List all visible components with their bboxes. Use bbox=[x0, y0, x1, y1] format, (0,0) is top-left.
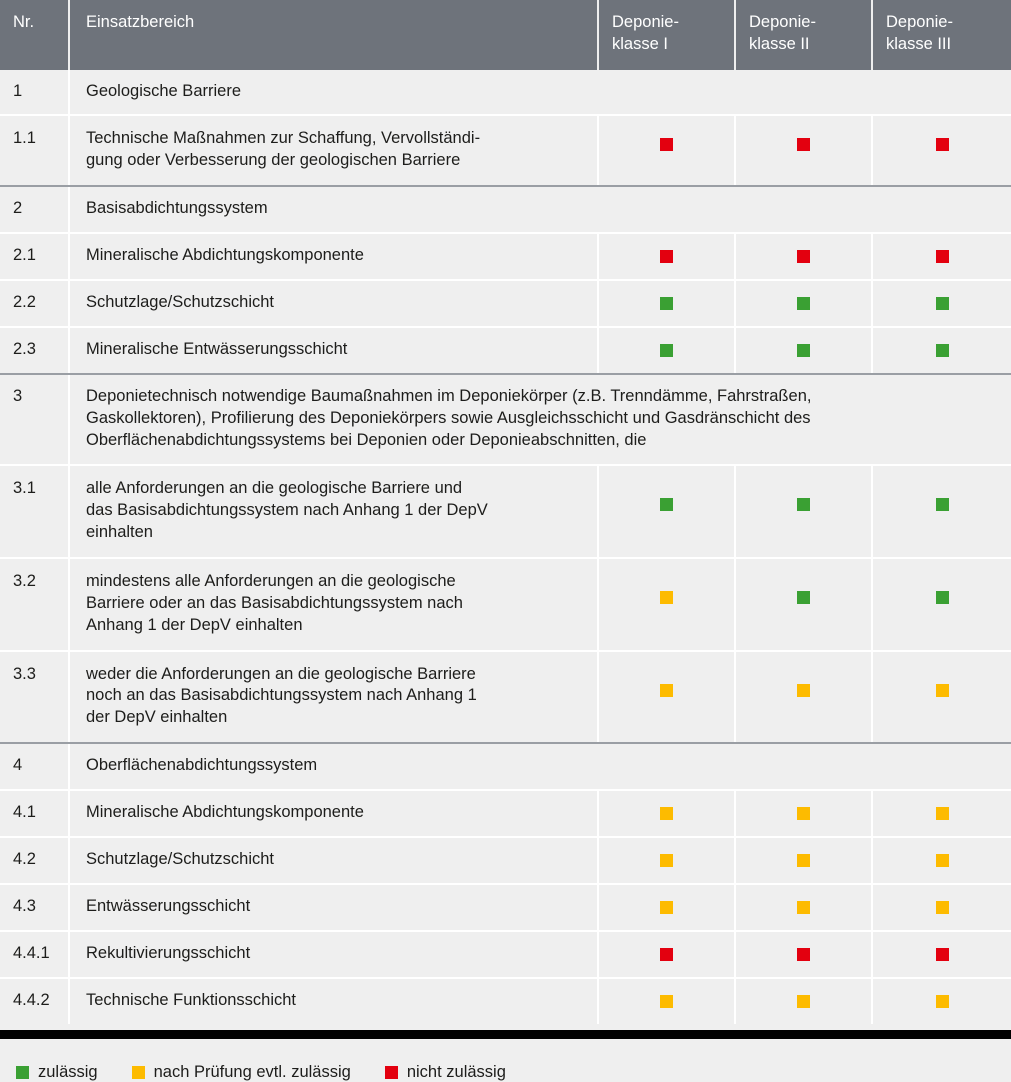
status-cell-dk1 bbox=[598, 465, 735, 558]
status-square-green-icon bbox=[660, 297, 673, 310]
status-marker-wrap bbox=[612, 292, 721, 314]
status-cell-dk1 bbox=[598, 651, 735, 744]
table-row bbox=[0, 327, 1011, 374]
status-marker-wrap bbox=[612, 849, 721, 871]
status-square-yellow-icon bbox=[660, 591, 673, 604]
status-square-green-icon bbox=[797, 498, 810, 511]
status-marker-wrap bbox=[749, 943, 858, 965]
status-cell-dk2 bbox=[735, 233, 872, 280]
text-line: Schutzlage/Schutzschicht bbox=[86, 293, 275, 312]
text-line: Mineralische Abdichtungskomponente bbox=[86, 246, 364, 265]
status-cell-dk2 bbox=[735, 931, 872, 978]
status-cell-dk3 bbox=[872, 233, 1011, 280]
table-row bbox=[0, 280, 1011, 327]
status-cell-dk2 bbox=[735, 837, 872, 884]
status-square-yellow-icon bbox=[797, 995, 810, 1008]
status-marker-wrap bbox=[612, 559, 721, 637]
col-header-nr-label: Nr. bbox=[13, 13, 35, 31]
text-line: gung oder Verbesserung der geologischen Barriere bbox=[86, 151, 461, 170]
status-square-red-icon bbox=[660, 138, 673, 151]
table-row bbox=[0, 837, 1011, 884]
footer-rule bbox=[0, 1030, 1011, 1039]
row-number: 4 bbox=[0, 743, 69, 790]
text-line: Geologische Barriere bbox=[86, 81, 241, 100]
table-row bbox=[0, 931, 1011, 978]
text-line: Technische Funktionsschicht bbox=[86, 991, 297, 1010]
col-header-dk1-line2: klasse I bbox=[612, 34, 668, 53]
status-marker-wrap bbox=[886, 849, 998, 871]
status-cell-dk1 bbox=[598, 280, 735, 327]
status-marker-wrap bbox=[749, 849, 858, 871]
status-cell-dk1 bbox=[598, 327, 735, 374]
row-number: 3.1 bbox=[0, 465, 69, 558]
col-header-dk2 bbox=[735, 0, 872, 70]
status-marker-wrap bbox=[749, 292, 858, 314]
table-row bbox=[0, 115, 1011, 186]
status-marker-wrap bbox=[749, 466, 858, 544]
status-cell-dk3 bbox=[872, 115, 1011, 186]
row-number: 2 bbox=[0, 186, 69, 233]
status-marker-wrap bbox=[749, 116, 858, 172]
status-cell-dk3 bbox=[872, 558, 1011, 651]
status-cell-dk3 bbox=[872, 790, 1011, 837]
status-square-green-icon bbox=[936, 498, 949, 511]
col-header-dk3-line2: klasse III bbox=[886, 34, 952, 53]
table-row bbox=[0, 186, 1011, 233]
status-marker-wrap bbox=[749, 896, 858, 918]
row-number: 1.1 bbox=[0, 115, 69, 186]
col-header-nr bbox=[0, 0, 69, 70]
text-line: Anhang 1 der DepV einhalten bbox=[86, 615, 303, 634]
col-header-dk3 bbox=[872, 0, 1011, 70]
status-square-red-icon bbox=[936, 948, 949, 961]
status-cell-dk2 bbox=[735, 280, 872, 327]
status-square-red-icon bbox=[660, 948, 673, 961]
row-einsatzbereich bbox=[69, 558, 598, 651]
row-number: 3.2 bbox=[0, 558, 69, 651]
text-line: weder die Anforderungen an die geologische Barriere bbox=[86, 664, 476, 683]
col-header-dk1-line1: Deponie- bbox=[612, 13, 679, 31]
status-square-green-icon bbox=[660, 498, 673, 511]
status-cell-dk3 bbox=[872, 931, 1011, 978]
status-marker-wrap bbox=[612, 245, 721, 267]
text-line: das Basisabdichtungssystem nach Anhang 1 der DepV bbox=[86, 500, 488, 519]
text-line: Schutzlage/Schutzschicht bbox=[86, 850, 275, 869]
col-header-einsatzbereich bbox=[69, 0, 598, 70]
table-header-row bbox=[0, 0, 1011, 70]
status-square-green-icon bbox=[660, 344, 673, 357]
text-line: Technische Maßnahmen zur Schaffung, Vervollständi- bbox=[86, 129, 481, 148]
status-marker-wrap bbox=[612, 652, 721, 730]
text-line: Gaskollektoren), Profilierung des Deponiekörpers sowie Ausgleichsschicht und Gasdränschicht des bbox=[86, 409, 811, 428]
legend-item-green bbox=[16, 1063, 98, 1082]
text-line: mindestens alle Anforderungen an die geologische bbox=[86, 571, 456, 590]
col-header-dk2-line1: Deponie- bbox=[749, 13, 816, 31]
status-marker-wrap bbox=[886, 339, 998, 361]
status-marker-wrap bbox=[612, 466, 721, 544]
legend bbox=[0, 1039, 1011, 1082]
row-number: 2.3 bbox=[0, 327, 69, 374]
row-einsatzbereich bbox=[69, 651, 598, 744]
row-einsatzbereich bbox=[69, 837, 598, 884]
status-cell-dk3 bbox=[872, 327, 1011, 374]
status-square-green-icon bbox=[797, 297, 810, 310]
status-marker-wrap bbox=[886, 116, 998, 172]
status-cell-dk2 bbox=[735, 327, 872, 374]
status-cell-dk3 bbox=[872, 837, 1011, 884]
status-cell-dk2 bbox=[735, 465, 872, 558]
status-marker-wrap bbox=[749, 245, 858, 267]
row-einsatzbereich bbox=[69, 743, 1011, 790]
status-cell-dk1 bbox=[598, 931, 735, 978]
text-line: Mineralische Abdichtungskomponente bbox=[86, 803, 364, 822]
status-marker-wrap bbox=[886, 990, 998, 1012]
row-einsatzbereich bbox=[69, 374, 1011, 465]
status-marker-wrap bbox=[886, 245, 998, 267]
status-square-yellow-icon bbox=[936, 684, 949, 697]
row-number: 4.4.2 bbox=[0, 978, 69, 1024]
text-line: Mineralische Entwässerungsschicht bbox=[86, 340, 348, 359]
col-header-einsatzbereich-label: Einsatzbereich bbox=[86, 13, 195, 31]
status-square-yellow-icon bbox=[936, 854, 949, 867]
table-row bbox=[0, 233, 1011, 280]
legend-swatch-red-icon bbox=[385, 1066, 398, 1079]
status-marker-wrap bbox=[886, 943, 998, 965]
status-square-yellow-icon bbox=[797, 854, 810, 867]
status-marker-wrap bbox=[886, 652, 998, 730]
table-row bbox=[0, 70, 1011, 116]
status-square-red-icon bbox=[797, 250, 810, 263]
row-einsatzbereich bbox=[69, 186, 1011, 233]
status-cell-dk1 bbox=[598, 978, 735, 1024]
status-cell-dk3 bbox=[872, 651, 1011, 744]
text-line: Rekultivierungsschicht bbox=[86, 944, 251, 963]
text-line: Oberflächenabdichtungssystems bei Deponien oder Deponieabschnitten, die bbox=[86, 430, 647, 449]
table-row bbox=[0, 558, 1011, 651]
row-einsatzbereich bbox=[69, 115, 598, 186]
status-marker-wrap bbox=[749, 559, 858, 637]
status-cell-dk2 bbox=[735, 651, 872, 744]
text-line: Oberflächenabdichtungssystem bbox=[86, 756, 318, 775]
status-square-green-icon bbox=[936, 344, 949, 357]
status-square-red-icon bbox=[797, 138, 810, 151]
status-marker-wrap bbox=[612, 943, 721, 965]
status-marker-wrap bbox=[612, 990, 721, 1012]
status-cell-dk1 bbox=[598, 884, 735, 931]
col-header-dk1 bbox=[598, 0, 735, 70]
status-square-green-icon bbox=[797, 344, 810, 357]
status-square-yellow-icon bbox=[660, 807, 673, 820]
text-line: Barriere oder an das Basisabdichtungssystem nach bbox=[86, 593, 463, 612]
status-marker-wrap bbox=[612, 339, 721, 361]
row-number: 2.1 bbox=[0, 233, 69, 280]
status-square-red-icon bbox=[797, 948, 810, 961]
row-einsatzbereich bbox=[69, 790, 598, 837]
table-row bbox=[0, 884, 1011, 931]
status-cell-dk1 bbox=[598, 115, 735, 186]
status-cell-dk2 bbox=[735, 790, 872, 837]
status-cell-dk1 bbox=[598, 790, 735, 837]
row-einsatzbereich bbox=[69, 931, 598, 978]
text-line: einhalten bbox=[86, 522, 153, 541]
status-square-yellow-icon bbox=[660, 854, 673, 867]
text-line: alle Anforderungen an die geologische Barriere und bbox=[86, 478, 463, 497]
status-marker-wrap bbox=[612, 116, 721, 172]
status-marker-wrap bbox=[886, 802, 998, 824]
status-cell-dk2 bbox=[735, 978, 872, 1024]
status-marker-wrap bbox=[886, 466, 998, 544]
row-einsatzbereich bbox=[69, 233, 598, 280]
status-square-red-icon bbox=[660, 250, 673, 263]
status-cell-dk1 bbox=[598, 558, 735, 651]
status-square-yellow-icon bbox=[936, 901, 949, 914]
row-number: 4.2 bbox=[0, 837, 69, 884]
status-square-yellow-icon bbox=[797, 684, 810, 697]
status-square-red-icon bbox=[936, 250, 949, 263]
row-number: 4.3 bbox=[0, 884, 69, 931]
text-line: noch an das Basisabdichtungssystem nach Anhang 1 bbox=[86, 686, 477, 705]
row-einsatzbereich bbox=[69, 70, 1011, 116]
row-einsatzbereich bbox=[69, 978, 598, 1024]
status-cell-dk3 bbox=[872, 465, 1011, 558]
status-square-green-icon bbox=[936, 297, 949, 310]
status-marker-wrap bbox=[749, 802, 858, 824]
row-einsatzbereich bbox=[69, 280, 598, 327]
status-square-yellow-icon bbox=[660, 995, 673, 1008]
row-number: 3.3 bbox=[0, 651, 69, 744]
status-marker-wrap bbox=[612, 896, 721, 918]
status-marker-wrap bbox=[749, 339, 858, 361]
status-cell-dk3 bbox=[872, 280, 1011, 327]
row-number: 1 bbox=[0, 70, 69, 116]
status-square-yellow-icon bbox=[936, 995, 949, 1008]
text-line: Basisabdichtungssystem bbox=[86, 199, 268, 218]
text-line: Deponietechnisch notwendige Baumaßnahmen im Deponiekörper (z.B. Trenndämme, Fahrstraßen, bbox=[86, 387, 812, 406]
status-square-yellow-icon bbox=[936, 807, 949, 820]
status-square-yellow-icon bbox=[797, 807, 810, 820]
status-square-yellow-icon bbox=[660, 684, 673, 697]
table-head bbox=[0, 0, 1011, 70]
status-square-green-icon bbox=[797, 591, 810, 604]
status-cell-dk3 bbox=[872, 884, 1011, 931]
status-marker-wrap bbox=[886, 292, 998, 314]
table-row bbox=[0, 651, 1011, 744]
status-marker-wrap bbox=[886, 896, 998, 918]
legend-item-red bbox=[385, 1063, 506, 1082]
text-line: der DepV einhalten bbox=[86, 708, 228, 727]
status-square-yellow-icon bbox=[660, 901, 673, 914]
table-row bbox=[0, 374, 1011, 465]
status-cell-dk2 bbox=[735, 558, 872, 651]
table-body bbox=[0, 70, 1011, 1024]
table-row bbox=[0, 465, 1011, 558]
status-marker-wrap bbox=[612, 802, 721, 824]
status-cell-dk3 bbox=[872, 978, 1011, 1024]
col-header-dk3-line1: Deponie- bbox=[886, 13, 953, 31]
legend-label: nicht zulässig bbox=[406, 1062, 506, 1081]
status-cell-dk1 bbox=[598, 233, 735, 280]
row-number: 4.1 bbox=[0, 790, 69, 837]
table-row bbox=[0, 790, 1011, 837]
legend-label: zulässig bbox=[38, 1062, 98, 1081]
status-marker-wrap bbox=[886, 559, 998, 637]
legend-swatch-green-icon bbox=[16, 1066, 29, 1079]
row-number: 3 bbox=[0, 374, 69, 465]
col-header-dk2-line2: klasse II bbox=[749, 34, 810, 53]
row-einsatzbereich bbox=[69, 327, 598, 374]
row-einsatzbereich bbox=[69, 465, 598, 558]
status-cell-dk2 bbox=[735, 115, 872, 186]
status-square-yellow-icon bbox=[797, 901, 810, 914]
text-line: Entwässerungsschicht bbox=[86, 897, 251, 916]
row-einsatzbereich bbox=[69, 884, 598, 931]
legend-item-yellow bbox=[132, 1063, 351, 1082]
row-number: 4.4.1 bbox=[0, 931, 69, 978]
row-number: 2.2 bbox=[0, 280, 69, 327]
status-marker-wrap bbox=[749, 990, 858, 1012]
status-square-green-icon bbox=[936, 591, 949, 604]
status-cell-dk1 bbox=[598, 837, 735, 884]
legend-label: nach Prüfung evtl. zulässig bbox=[153, 1062, 351, 1081]
status-cell-dk2 bbox=[735, 884, 872, 931]
table-row bbox=[0, 978, 1011, 1024]
status-marker-wrap bbox=[749, 652, 858, 730]
table-row bbox=[0, 743, 1011, 790]
status-square-red-icon bbox=[936, 138, 949, 151]
legend-swatch-yellow-icon bbox=[132, 1066, 145, 1079]
